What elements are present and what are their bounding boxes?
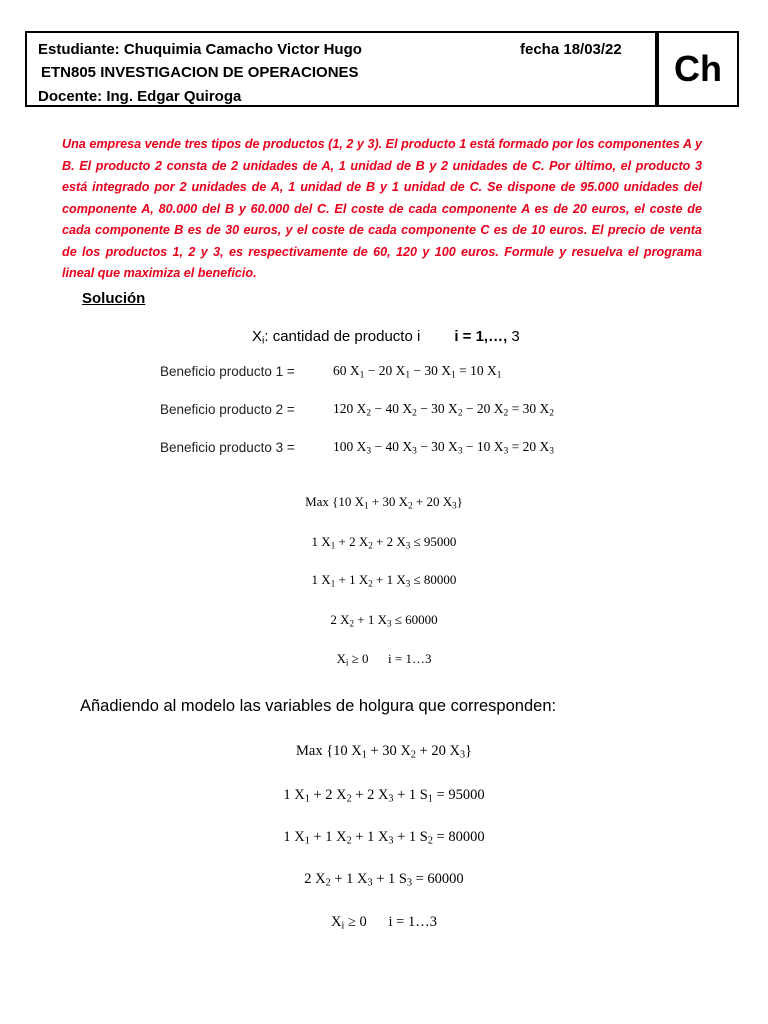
index-range-end: 3 [507, 328, 520, 345]
teacher-name: Docente: Ing. Edgar Quiroga [38, 88, 242, 105]
student-name: Estudiante: Chuquimia Camacho Victor Hugo [38, 41, 362, 58]
initials-box [657, 31, 739, 107]
slack-constraint-a: 1 $X_1 + 2$ $X_2 + 2$ $X_3 + 1$ $S_1 = 95000$ [283, 787, 485, 805]
slack-constraint-b: 1 $X_1 + 1$ $X_2 + 1$ $X_3 + 1$ $S_2 = 80000$ [283, 829, 485, 847]
slack-heading: Añadiendo al modelo las variables de holgura que corresponden: [80, 697, 557, 715]
variable-symbol: X [252, 328, 263, 345]
solution-heading: Solución [82, 290, 146, 307]
initials: Ch [674, 48, 722, 89]
variable-definition [252, 328, 520, 345]
slack-objective: Max {10 $X_1 + 30$ $X_2 + 20$ $X_3$} [296, 743, 472, 761]
variable-description: : cantidad de producto i [264, 328, 421, 345]
benefit-label-2: Beneficio producto 2 = [160, 402, 295, 417]
model-constraint-c: 2 $X_2 + 1$ $X_3 \le 60000$ [330, 612, 438, 629]
course-name: ETN805 INVESTIGACION DE OPERACIONES [41, 64, 359, 81]
benefit-label-3: Beneficio producto 3 = [160, 440, 295, 455]
problem-statement: Una empresa vende tres tipos de productos (1, 2 y 3). El producto 1 está formado por los componentes A y B. El producto 2 consta de 2 unidades de A, 1 unidad de B y 2 unidades de C. Por último, el producto 3 está integrado por 2 unidades de A, 1 unidad de B y 1 unidad de C. Se dispone de 95.000 unidades del componente A, 80.000 del B y 60.000 del C. El coste de cada componente A es de 20 euros, el coste de cada componente B es de 30 euros, y el coste de cada componente C es de 10 euros. El precio de venta de los productos 1, 2 y 3, es respectivamente de 60, 120 y 100 euros. Formule y resuelva el programa lineal que maximiza el beneficio. [62, 137, 702, 280]
variable-subscript: i [262, 334, 265, 347]
slack-nonnegativity: $X_i \ge 0$ i = 1…3 [331, 914, 437, 932]
benefit-expression-2: 120 $X_2 - 40$ $X_2 - 30$ $X_2 - 20$ $X_2 = 30$ $X_2$ [333, 401, 554, 419]
model-objective: Max {10 $X_1 + 30$ $X_2 + 20$ $X_3$} [305, 494, 463, 511]
model-constraint-a: 1 $X_1 + 2$ $X_2 + 2$ $X_3 \le 95000$ [311, 534, 457, 551]
model-nonnegativity: $X_i \ge 0$ i = 1…3 [336, 651, 432, 668]
benefit-expression-3: 100 $X_3 - 40$ $X_3 - 30$ $X_3 - 10$ $X_3 = 20$ $X_3$ [333, 439, 554, 457]
header-box [25, 31, 657, 107]
slack-constraint-c: 2 $X_2 + 1$ $X_3 + 1$ $S_3 = 60000$ [304, 871, 464, 889]
model-constraint-b: 1 $X_1 + 1$ $X_2 + 1$ $X_3 \le 80000$ [311, 572, 457, 589]
benefit-label-1: Beneficio producto 1 = [160, 364, 295, 379]
index-range: i = 1,…, [454, 328, 508, 345]
benefit-expression-1: 60 $X_1 - 20$ $X_1 - 30$ $X_1 = 10$ $X_1$ [333, 363, 502, 381]
date-label: fecha 18/03/22 [520, 41, 622, 58]
